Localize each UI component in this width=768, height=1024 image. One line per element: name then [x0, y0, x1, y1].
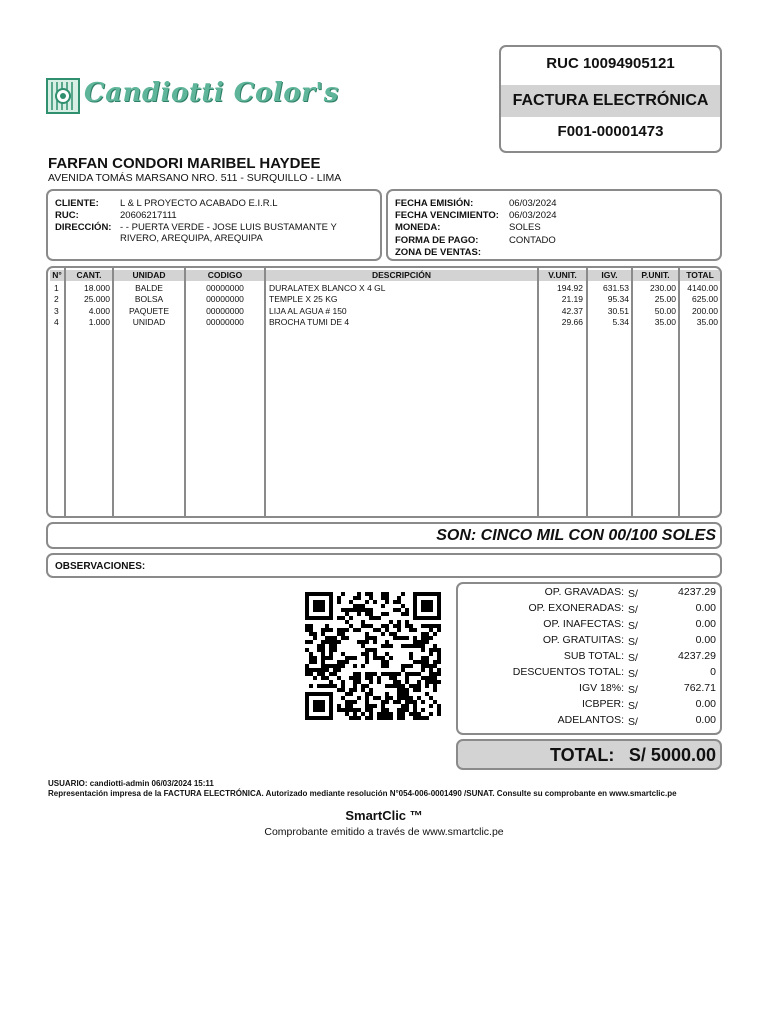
currency: SOLES: [509, 222, 541, 233]
header-cant: CANT.: [66, 270, 112, 281]
invoice-number: F001-00001473: [557, 123, 664, 140]
smartclic-subtitle: Comprobante emitido a través de www.smartclic.pe: [264, 826, 504, 838]
row-unidad: UNIDAD: [132, 316, 166, 327]
totals-label: DESCUENTOS TOTAL:: [512, 666, 624, 678]
row-n: 3: [54, 305, 59, 316]
row-punit: 25.00: [654, 294, 676, 305]
row-codigo: 00000000: [206, 283, 244, 293]
logo-text: Candiotti Color's: [84, 78, 339, 108]
issuer-address: AVENIDA TOMÁS MARSANO NRO. 511 - SURQUILLO - LIMA: [48, 172, 342, 184]
ruc-box: [499, 45, 722, 153]
totals-box: [456, 582, 722, 735]
header-igv: IGV.: [588, 270, 631, 281]
row-descripcion: BROCHA TUMI DE 4: [269, 316, 350, 327]
row-unidad: BALDE: [135, 283, 163, 293]
row-cant: 1.000: [88, 316, 110, 327]
company-logo: [46, 76, 339, 116]
totals-label: IGV 18%:: [579, 682, 624, 694]
document-type: FACTURA ELECTRÓNICA: [501, 85, 720, 117]
totals-label: OP. GRAVADAS:: [544, 586, 624, 598]
issue-date-label: FECHA EMISIÓN:: [395, 198, 474, 209]
totals-label: OP. GRATUITAS:: [542, 634, 624, 646]
grand-total-value: S/ 5000.00: [628, 745, 716, 765]
row-descripcion: DURALATEX BLANCO X 4 GL: [269, 283, 386, 293]
header-unidad: UNIDAD: [114, 270, 184, 281]
client-ruc: 20606217111: [120, 210, 177, 221]
items-table: [46, 266, 722, 518]
logo-emblem-icon: [46, 78, 80, 114]
grand-total-box: [456, 739, 722, 770]
row-igv: 95.34: [607, 294, 629, 305]
client-label: CLIENTE:: [55, 198, 99, 209]
row-total: 35.00: [696, 316, 718, 327]
header-punit: P.UNIT.: [633, 270, 678, 281]
totals-currency: S/: [628, 588, 638, 600]
row-vunit: 194.92: [557, 283, 583, 293]
row-unidad: BOLSA: [134, 294, 164, 305]
totals-currency: S/: [628, 636, 638, 648]
ruc-number: RUC 10094905121: [546, 55, 675, 72]
due-date: 06/03/2024: [509, 210, 557, 221]
qr-code-icon: [305, 592, 441, 720]
row-descripcion: TEMPLE X 25 KG: [269, 294, 338, 305]
row-vunit: 21.19: [561, 294, 583, 305]
grand-total-label: TOTAL:: [550, 745, 615, 765]
due-date-label: FECHA VENCIMIENTO:: [395, 210, 499, 221]
header-vunit: V.UNIT.: [539, 270, 586, 281]
totals-value: 0.00: [695, 698, 716, 710]
row-punit: 35.00: [654, 316, 676, 327]
header-codigo: CODIGO: [186, 270, 264, 281]
issue-date: 06/03/2024: [509, 198, 557, 209]
totals-currency: S/: [628, 604, 638, 616]
totals-currency: S/: [628, 700, 638, 712]
totals-value: 0.00: [695, 714, 716, 726]
row-igv: 5.34: [612, 316, 629, 327]
client-name: L & L PROYECTO ACABADO E.I.R.L: [120, 198, 278, 209]
row-igv: 30.51: [607, 305, 629, 316]
row-punit: 50.00: [654, 305, 676, 316]
row-total: 200.00: [692, 305, 718, 316]
totals-label: OP. INAFECTAS:: [543, 618, 624, 630]
row-cant: 4.000: [88, 305, 110, 316]
invoice-dates-box: [386, 189, 722, 261]
row-unidad: PAQUETE: [129, 305, 169, 316]
totals-currency: S/: [628, 652, 638, 664]
row-n: 2: [54, 294, 59, 305]
totals-currency: S/: [628, 684, 638, 696]
row-vunit: 42.37: [561, 305, 583, 316]
currency-label: MONEDA:: [395, 222, 441, 233]
totals-value: 4237.29: [678, 650, 716, 662]
header-total: TOTAL: [680, 270, 720, 281]
totals-label: ICBPER:: [581, 698, 624, 710]
client-address-line-2: RIVERO, AREQUIPA, AREQUIPA: [120, 233, 263, 244]
row-igv: 631.53: [603, 283, 629, 293]
totals-label: SUB TOTAL:: [563, 650, 624, 662]
totals-value: 0: [710, 666, 716, 678]
client-ruc-label: RUC:: [55, 210, 79, 221]
row-cant: 25.000: [84, 294, 110, 305]
payment-method-label: FORMA DE PAGO:: [395, 235, 479, 246]
row-punit: 230.00: [650, 283, 676, 293]
observations-label: OBSERVACIONES:: [55, 561, 146, 572]
row-total: 625.00: [692, 294, 718, 305]
client-address-line-1: - - PUERTA VERDE - JOSE LUIS BUSTAMANTE Y: [120, 222, 337, 233]
header-n: N°: [50, 270, 64, 281]
header-descripcion: DESCRIPCIÓN: [266, 270, 537, 281]
row-codigo: 00000000: [206, 316, 244, 327]
row-vunit: 29.66: [561, 316, 583, 327]
legal-notice: Representación impresa de la FACTURA ELECTRÓNICA. Autorizado mediante resolución N°054-006-0001490 /SUNAT. Consulte su comprobante en www.smartclic.pe: [48, 789, 677, 798]
row-cant: 18.000: [84, 283, 110, 293]
totals-currency: S/: [628, 668, 638, 680]
observations-box: [46, 553, 722, 578]
row-codigo: 00000000: [206, 305, 244, 316]
client-info-box: [46, 189, 382, 261]
row-total: 4140.00: [687, 283, 718, 293]
totals-value: 762.71: [683, 682, 716, 694]
totals-currency: S/: [628, 620, 638, 632]
totals-value: 0.00: [695, 634, 716, 646]
totals-value: 0.00: [695, 602, 716, 614]
row-n: 4: [54, 316, 59, 327]
payment-method: CONTADO: [509, 235, 556, 246]
user-stamp: USUARIO: candiotti-admin 06/03/2024 15:11: [48, 779, 214, 788]
client-address-label: DIRECCIÓN:: [55, 222, 112, 233]
totals-label: OP. EXONERADAS:: [528, 602, 624, 614]
totals-value: 0.00: [695, 618, 716, 630]
totals-label: ADELANTOS:: [557, 714, 624, 726]
row-descripcion: LIJA AL AGUA # 150: [269, 305, 347, 316]
sales-zone-label: ZONA DE VENTAS:: [395, 247, 482, 258]
totals-value: 4237.29: [678, 586, 716, 598]
amount-in-words: SON: CINCO MIL CON 00/100 SOLES: [436, 527, 716, 544]
amount-in-words-box: [46, 522, 722, 549]
issuer-name: FARFAN CONDORI MARIBEL HAYDEE: [48, 155, 321, 172]
row-n: 1: [54, 283, 59, 293]
totals-currency: S/: [628, 716, 638, 728]
smartclic-brand: SmartClic ™: [345, 808, 423, 823]
row-codigo: 00000000: [206, 294, 244, 305]
